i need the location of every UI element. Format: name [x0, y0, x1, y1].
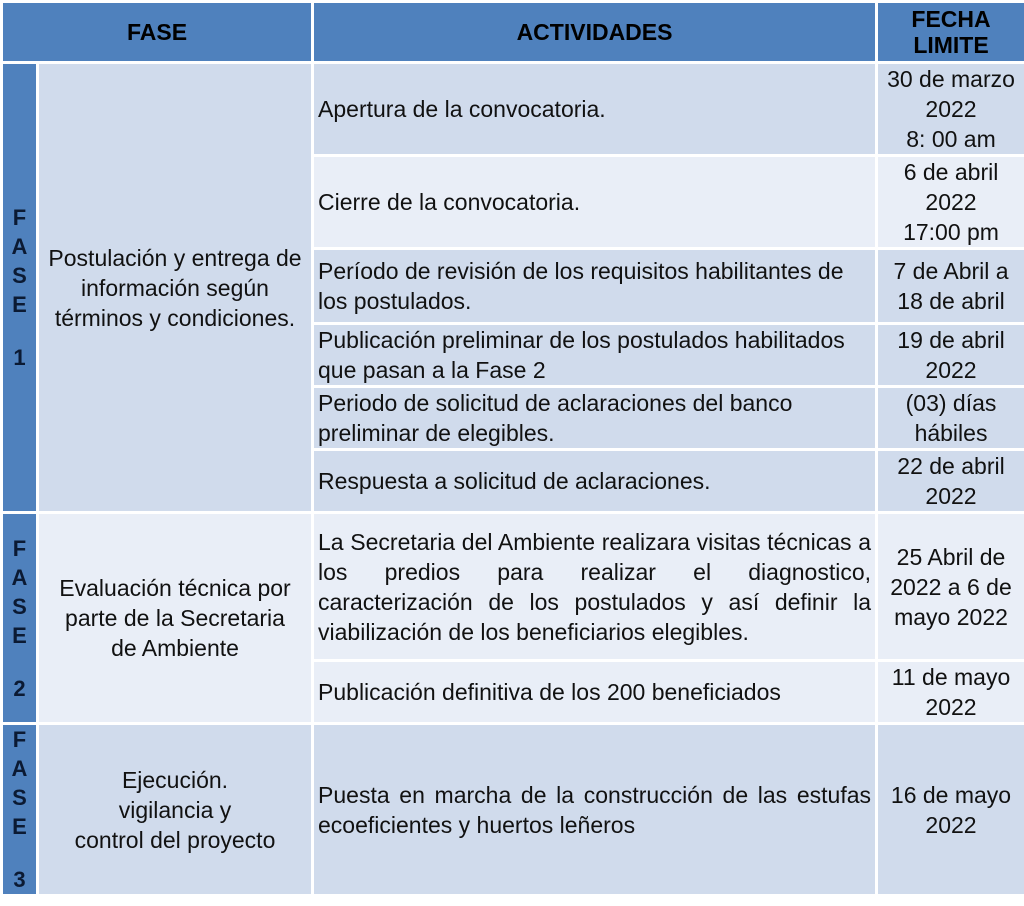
table-row	[3, 725, 1024, 894]
activity-text: Periodo de solicitud de aclaraciones del banco preliminar de elegibles.	[314, 388, 875, 448]
activity-deadline: (03) días hábiles	[878, 388, 1024, 448]
activity-text: La Secretaria del Ambiente realizara visitas técnicas a los predios para realizar el diagnostico, caracterización de los postulados y así definir la viabilización de los beneficiarios elegibles.	[314, 514, 875, 659]
table-row	[3, 64, 1024, 154]
activity-deadline: 25 Abril de 2022 a 6 de mayo 2022	[878, 514, 1024, 659]
phase-3-name: Ejecución. vigilancia y control del proyecto	[39, 725, 311, 894]
phase-2-label: F A S E 2	[3, 514, 36, 722]
phase-1-name: Postulación y entrega de información según términos y condiciones.	[39, 64, 311, 511]
activity-deadline: 6 de abril 2022 17:00 pm	[878, 157, 1024, 247]
activity-deadline: 30 de marzo 2022 8: 00 am	[878, 64, 1024, 154]
activity-text: Apertura de la convocatoria.	[314, 64, 875, 154]
activity-text: Publicación definitiva de los 200 beneficiados	[314, 662, 875, 722]
activity-deadline: 7 de Abril a 18 de abril	[878, 250, 1024, 322]
header-activities: ACTIVIDADES	[314, 3, 875, 61]
activity-text: Respuesta a solicitud de aclaraciones.	[314, 451, 875, 511]
activity-deadline: 19 de abril 2022	[878, 325, 1024, 385]
header-row	[3, 3, 1024, 61]
header-deadline: FECHA LIMITE	[878, 3, 1024, 61]
activity-text: Cierre de la convocatoria.	[314, 157, 875, 247]
table-row	[3, 514, 1024, 659]
header-phase: FASE	[3, 3, 311, 61]
activity-text: Publicación preliminar de los postulados habilitados que pasan a la Fase 2	[314, 325, 875, 385]
activity-deadline: 22 de abril 2022	[878, 451, 1024, 511]
activity-deadline: 16 de mayo 2022	[878, 725, 1024, 894]
phase-2-name: Evaluación técnica por parte de la Secretaria de Ambiente	[39, 514, 311, 722]
activity-deadline: 11 de mayo 2022	[878, 662, 1024, 722]
phase-1-label: F A S E 1	[3, 64, 36, 511]
activity-text: Puesta en marcha de la construcción de las estufas ecoeficientes y huertos leñeros	[314, 725, 875, 894]
phase-3-label: F A S E 3	[3, 725, 36, 894]
activity-text: Período de revisión de los requisitos habilitantes de los postulados.	[314, 250, 875, 322]
